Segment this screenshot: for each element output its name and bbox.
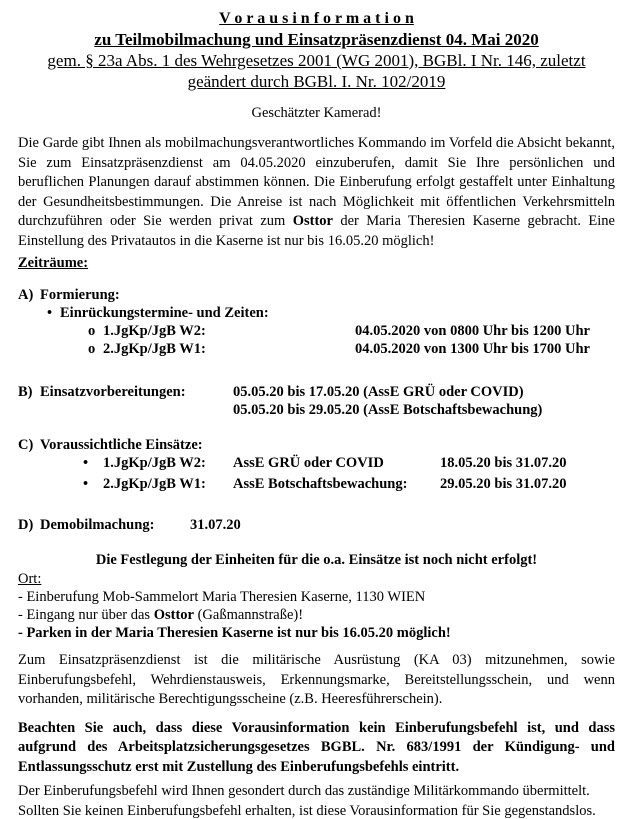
ort-block (18, 570, 615, 642)
bullet-icon: • (83, 476, 89, 492)
section-b-period-line: 05.05.20 bis 17.05.20 (AssE GRÜ oder COVID) (233, 384, 524, 400)
ort-line-sammelort: - Einberufung Mob-Sammelort Maria Theresien Kaserne, 1130 WIEN (18, 589, 426, 605)
section-c-label: C) (18, 437, 34, 453)
intro-paragraph (18, 134, 615, 251)
section-d-date: 31.07.20 (190, 517, 241, 533)
title-line-4-text: geändert durch BGBl. I. Nr. 102/2019 (187, 72, 446, 91)
deployment-item-unit: 1.JgKp/JgB W2: (103, 455, 206, 471)
section-c-title: Voraussichtliche Einsätze: (40, 437, 203, 453)
section-a-bullet-heading (18, 305, 615, 323)
circle-bullet-icon: o (88, 341, 96, 357)
ort-line2-run-3: (Gaßmannstraße)! (193, 607, 304, 623)
ort-line-parken: - Parken in der Maria Theresien Kaserne ist nur bis 16.05.20 möglich! (18, 625, 451, 641)
title-line-1 (18, 8, 615, 29)
closing-line-2: Sollten Sie keinen Einberufungsbefehl erhalten, ist diese Vorausinformation für Sie gegenstandslos. (18, 802, 596, 819)
deployment-item-unit: 2.JgKp/JgB W1: (103, 476, 206, 492)
section-d-title: Demobilmachung: (40, 517, 155, 533)
title-line-2 (18, 29, 615, 50)
equipment-paragraph: Zum Einsatzpräsenzdienst ist die militärische Ausrüstung (KA 03) mitzunehmen, sowie Einberufungsbefehl, Wehrdienstausweis, Erkennungsmarke, Bereitstellungsschein, und wenn vorhanden, militärische Berechtigungsscheine (z.B. Heeresführerschein). (18, 652, 615, 707)
section-c-heading (18, 437, 615, 455)
deployment-item (18, 455, 615, 476)
bullet-icon: • (83, 455, 89, 471)
title-line-4 (18, 71, 615, 92)
section-d-row (18, 517, 615, 535)
section-d-demobilmachung (18, 517, 615, 535)
section-b-label: B) (18, 384, 33, 400)
section-a-formierung (18, 287, 615, 359)
salutation: Geschätzter Kamerad! (251, 105, 382, 121)
title-line-3 (18, 50, 615, 71)
section-b-second-row (18, 402, 615, 420)
closing-line-1: Der Einberufungsbefehl wird Ihnen gesondert durch das zuständige Militärkommando übermittelt. (18, 783, 590, 799)
circle-bullet-icon: o (88, 323, 96, 339)
intro-osttor-bold: Osttor (292, 213, 333, 229)
section-b-title: Einsatzvorbereitungen: (40, 384, 186, 400)
formation-item-time: 04.05.2020 von 1300 Uhr bis 1700 Uhr (355, 341, 590, 357)
formation-item (18, 323, 615, 341)
deployment-item-dates: 18.05.20 bis 31.07.20 (440, 455, 567, 471)
section-b-period-line: 05.05.20 bis 29.05.20 (AssE Botschaftsbewachung) (233, 402, 543, 418)
ort-heading-text: Ort: (18, 571, 42, 587)
section-a-bullet-heading-text: Einrückungstermine- und Zeiten: (60, 305, 269, 321)
section-a-title: Formierung: (40, 287, 120, 303)
formation-item-time: 04.05.2020 von 0800 Uhr bis 1200 Uhr (355, 323, 590, 339)
closing-block (18, 782, 615, 819)
deployment-item-dates: 29.05.20 bis 31.07.20 (440, 476, 567, 492)
festlegung-notice: Die Festlegung der Einheiten für die o.a. Einsätze ist noch nicht erfolgt! (95, 552, 538, 568)
formation-item-unit: 1.JgKp/JgB W2: (103, 323, 206, 339)
legal-notice-paragraph: Beachten Sie auch, dass diese Vorausinformation kein Einberufungsbefehl ist, und dass aufgrund des Arbeitsplatzsicherungsgesetzes BGBL. Nr. 683/1991 der Kündigung- und Entlassungsschutz erst mit Zustellung des Einberufungsbefehls eintritt. (18, 719, 615, 775)
zeitraeume-heading (18, 253, 615, 273)
section-c-voraussichtliche-einsaetze (18, 437, 615, 497)
ort-line-eingang (18, 606, 615, 624)
bullet-icon: • (47, 305, 53, 321)
deployment-item (18, 476, 615, 497)
section-a-label: A) (18, 287, 34, 303)
formation-item-unit: 2.JgKp/JgB W1: (103, 341, 206, 357)
ort-heading (18, 570, 615, 588)
deployment-item-mission: AssE GRÜ oder COVID (233, 455, 384, 471)
ort-line2-osttor-bold: Osttor (153, 607, 194, 623)
intro-run-3: der Maria Theresien Kaserne gebracht. Eine Einstellung des Privatautos in die Kaserne ist nur bis 16.05.20 möglich! (18, 213, 615, 249)
section-d-label: D) (18, 517, 34, 533)
formation-item (18, 341, 615, 359)
section-b-heading-row (18, 384, 615, 402)
zeitraeume-heading-text: Zeiträume: (18, 255, 89, 271)
title-line-2-text: zu Teilmobilmachung und Einsatzpräsenzdienst 04. Mai 2020 (94, 30, 539, 49)
section-a-heading (18, 287, 615, 305)
document-header (18, 8, 615, 92)
title-line-1-text: V o r a u s i n f o r m a t i o n (219, 10, 414, 27)
intro-run-1: Die Garde gibt Ihnen als mobilmachungsverantwortliches Kommando im Vorfeld die Absicht bekannt, Sie zum Einsatzpräsenzdienst am 04.05.2020 einzuberufen, damit Sie Ihre persönlichen und beruflichen Planungen darauf abstimmen können. Die Einberufung erfolgt gestaffelt unter Einhaltung der Gesundheitsbestimmungen. Die Anreise ist nach Möglichkeit mit öffentlichen Verkehrsmitteln durchzuführen oder Sie werden privat zum (18, 135, 615, 229)
title-line-3-text: gem. § 23a Abs. 1 des Wehrgesetzes 2001 (WG 2001), BGBl. I Nr. 146, zuletzt (47, 51, 586, 70)
ort-line2-run-1: - Eingang nur über das (18, 607, 154, 623)
section-b-einsatzvorbereitungen (18, 384, 615, 420)
deployment-item-mission: AssE Botschaftsbewachung: (233, 476, 408, 492)
